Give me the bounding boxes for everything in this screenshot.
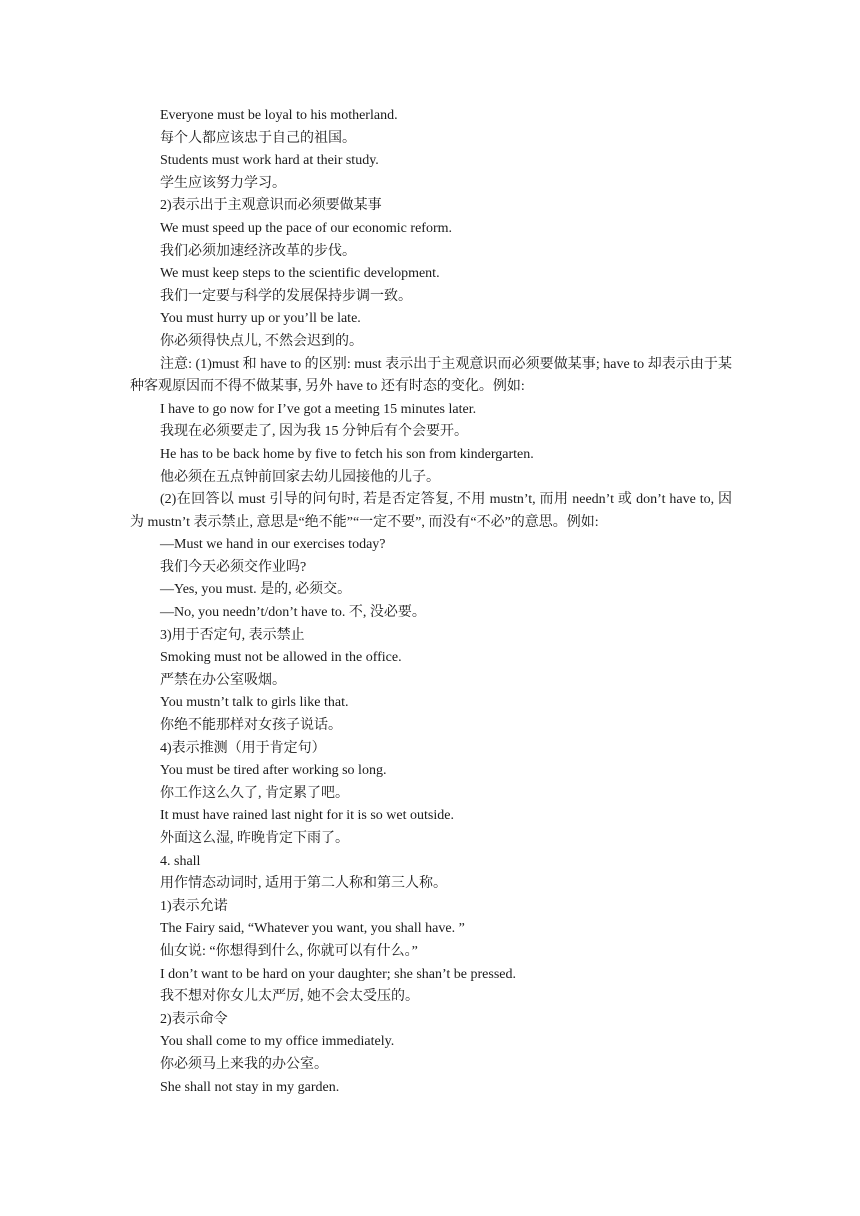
text-line: 你必须得快点儿, 不然会迟到的。 xyxy=(160,333,363,349)
section-heading: 4)表示推测（用于肯定句） xyxy=(160,740,326,756)
text-line: Everyone must be loyal to his motherland. xyxy=(160,108,398,123)
text-line: You shall come to my office immediately. xyxy=(160,1034,395,1050)
text-line: You must hurry up or you’ll be late. xyxy=(160,311,361,327)
text-line: 我现在必须要走了, 因为我 15 分钟后有个会要开。 xyxy=(160,424,468,440)
note-paragraph: (2)在回答以 must 引导的问句时, 若是否定答复, 不用 mustn’t, 而用 needn’t 或 don’t have to, 因为 mustn’t 表示禁止, 意思是“绝不能”“一定不要”, 而没有“不必”的意思。例如: xyxy=(130,492,732,530)
text-line: 严禁在办公室吸烟。 xyxy=(160,672,286,688)
section-heading: 2)表示命令 xyxy=(160,1011,228,1027)
text-line: He has to be back home by five to fetch his son from kindergarten. xyxy=(160,446,534,462)
text-line: Smoking must not be allowed in the office. xyxy=(160,650,402,666)
text-line: We must speed up the pace of our economic reform. xyxy=(160,220,452,236)
text-line: —No, you needn’t/don’t have to. 不, 没必要。 xyxy=(160,605,426,621)
text-line: I have to go now for I’ve got a meeting 15 minutes later. xyxy=(160,401,477,417)
text-line: 学生应该努力学习。 xyxy=(160,175,286,191)
text-line: 用作情态动词时, 适用于第二人称和第三人称。 xyxy=(160,876,447,892)
text-line: You mustn’t talk to girls like that. xyxy=(160,695,349,711)
text-line: 我们今天必须交作业吗? xyxy=(160,559,307,575)
section-heading: 1)表示允诺 xyxy=(160,898,228,914)
text-line: 你必须马上来我的办公室。 xyxy=(160,1056,328,1072)
text-line: —Must we hand in our exercises today? xyxy=(160,537,386,553)
note-paragraph: 注意: (1)must 和 have to 的区别: must 表示出于主观意识而必须要做某事; have to 却表示由于某种客观原因而不得不做某事, 另外 have to 还有时态的变化。例如: xyxy=(130,356,732,395)
text-line: —Yes, you must. 是的, 必须交。 xyxy=(160,582,352,598)
text-line: The Fairy said, “Whatever you want, you shall have. ” xyxy=(160,921,465,937)
text-line: Students must work hard at their study. xyxy=(160,153,379,169)
section-heading: 3)用于否定句, 表示禁止 xyxy=(160,627,305,643)
text-line: We must keep steps to the scientific development. xyxy=(160,266,440,282)
text-line: I don’t want to be hard on your daughter; she shan’t be pressed. xyxy=(160,966,517,982)
text-line: 你工作这么久了, 肯定累了吧。 xyxy=(160,785,349,801)
section-heading: 2)表示出于主观意识而必须要做某事 xyxy=(160,198,382,214)
text-line: It must have rained last night for it is so wet outside. xyxy=(160,808,454,824)
text-line: 仙女说: “你想得到什么, 你就可以有什么。” xyxy=(160,943,418,959)
document-body xyxy=(130,105,732,1099)
text-line: 他必须在五点钟前回家去幼儿园接他的儿子。 xyxy=(160,469,440,485)
text-line: 外面这么湿, 昨晚肯定下雨了。 xyxy=(160,831,349,846)
text-line: 每个人都应该忠于自己的祖国。 xyxy=(160,130,356,146)
text-line: 我们必须加速经济改革的步伐。 xyxy=(160,243,356,259)
text-line: 我不想对你女儿太严厉, 她不会太受压的。 xyxy=(160,989,419,1005)
text-line: 你绝不能那样对女孩子说话。 xyxy=(160,718,342,734)
text-line: 我们一定要与科学的发展保持步调一致。 xyxy=(160,288,412,304)
text-line: You must be tired after working so long. xyxy=(160,763,387,779)
text-line: She shall not stay in my garden. xyxy=(160,1079,340,1095)
section-heading: 4. shall xyxy=(160,853,201,869)
